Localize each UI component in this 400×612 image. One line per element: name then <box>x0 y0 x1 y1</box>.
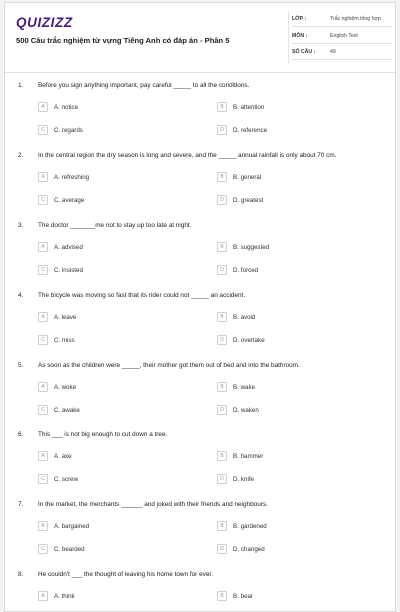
option-letter-box: D <box>217 125 227 135</box>
option-letter-box: B <box>217 102 227 112</box>
option-letter-box: C <box>38 474 48 484</box>
option-letter-box: D <box>217 265 227 275</box>
option-letter-box: D <box>217 544 227 554</box>
worksheet-header <box>5 3 395 73</box>
option-letter-box: C <box>38 195 48 205</box>
option-text: D. knife <box>233 475 254 483</box>
option-text: A. bargained <box>54 522 90 530</box>
question-text: As soon as the children were _____, their mother got them out of bed and into the bathroom. <box>38 362 300 369</box>
question-number: 6. <box>18 431 24 438</box>
question-text: In the market, the merchants ______ and joked with their friends and neighbours. <box>38 501 268 508</box>
option-text: B. hammer <box>233 452 264 460</box>
question-text: Before you sign anything important, pay careful _____ to all the conditions. <box>38 82 250 89</box>
option-letter-box: B <box>217 521 227 531</box>
option-text: C. miss <box>54 336 75 344</box>
question-number: 8. <box>18 571 24 578</box>
option-text: A. refreshing <box>54 173 90 181</box>
option-letter-box: B <box>217 382 227 392</box>
option-text: C. awake <box>54 406 80 414</box>
quizizz-logo: QUIZIZZ <box>16 15 73 30</box>
option-letter-box: A <box>38 312 48 322</box>
question-number: 2. <box>18 152 24 159</box>
question-number: 7. <box>18 501 24 508</box>
option-text: C. screw <box>54 475 79 483</box>
option-text: D. waken <box>233 406 259 414</box>
option-letter-box: A <box>38 521 48 531</box>
question-text: In the central region the dry season is long and severe, and the _____ annual rainfall is only about 70 cm. <box>38 152 337 159</box>
meta-label: SỐ CÂU : <box>292 49 316 55</box>
option-text: B. avoid <box>233 313 256 321</box>
option-letter-box: B <box>217 242 227 252</box>
question-number: 1. <box>18 82 24 89</box>
option-letter-box: B <box>217 172 227 182</box>
option-letter-box: C <box>38 335 48 345</box>
option-letter-box: D <box>217 474 227 484</box>
option-text: A. woke <box>54 383 77 391</box>
meta-label: LỚP : <box>292 16 307 22</box>
option-text: A. think <box>54 592 75 600</box>
worksheet-page <box>4 2 396 612</box>
option-letter-box: A <box>38 242 48 252</box>
option-letter-box: A <box>38 591 48 601</box>
option-letter-box: B <box>217 451 227 461</box>
option-text: A. advised <box>54 243 83 251</box>
meta-value: Trắc nghiệm tổng hợp <box>330 16 381 22</box>
option-letter-box: A <box>38 451 48 461</box>
option-text: D. reference <box>233 126 268 134</box>
worksheet-title: 500 Câu trắc nghiệm từ vựng Tiếng Anh có đáp án - Phần 5 <box>16 36 230 45</box>
header-separator <box>5 72 395 73</box>
question-text: The doctor _______me not to stay up too late at night. <box>38 222 192 229</box>
option-text: A. notice <box>54 103 79 111</box>
option-text: A. axe <box>54 452 72 460</box>
meta-row <box>292 30 392 44</box>
option-letter-box: A <box>38 382 48 392</box>
question-number: 4. <box>18 292 24 299</box>
option-letter-box: A <box>38 102 48 112</box>
question-number: 3. <box>18 222 24 229</box>
option-letter-box: A <box>38 172 48 182</box>
meta-label: MÔN : <box>292 32 308 39</box>
option-letter-box: B <box>217 312 227 322</box>
option-text: D. forced <box>233 266 259 274</box>
option-letter-box: D <box>217 405 227 415</box>
question-text: This ___ is not big enough to cut down a tree. <box>38 431 168 438</box>
option-text: B. attention <box>233 103 265 111</box>
meta-value: English Test <box>330 32 358 39</box>
option-letter-box: C <box>38 265 48 275</box>
option-text: D. greatest <box>233 196 264 204</box>
option-text: D. overtake <box>233 336 265 344</box>
option-text: B. bear <box>233 592 253 600</box>
meta-row <box>292 13 392 27</box>
option-text: A. leave <box>54 313 77 321</box>
option-text: B. wake <box>233 383 256 391</box>
option-letter-box: D <box>217 195 227 205</box>
option-text: B. suggested <box>233 243 270 251</box>
option-letter-box: C <box>38 544 48 554</box>
option-text: C. average <box>54 196 85 204</box>
option-letter-box: C <box>38 405 48 415</box>
option-text: B. general <box>233 173 262 181</box>
question-text: The bicycle was moving so fast that its rider could not _____ an accident. <box>38 292 246 299</box>
option-text: C. bearded <box>54 545 85 553</box>
meta-row <box>292 46 392 60</box>
header-divider <box>288 11 289 63</box>
option-text: C. insisted <box>54 266 83 274</box>
option-text: D. changed <box>233 545 265 553</box>
meta-value: 49 <box>330 49 336 55</box>
question-text: He couldn't ___ the thought of leaving his home town for ever. <box>38 571 213 578</box>
option-text: C. regards <box>54 126 83 134</box>
option-text: B. gardened <box>233 522 267 530</box>
option-letter-box: D <box>217 335 227 345</box>
option-letter-box: C <box>38 125 48 135</box>
option-letter-box: B <box>217 591 227 601</box>
question-number: 5. <box>18 362 24 369</box>
